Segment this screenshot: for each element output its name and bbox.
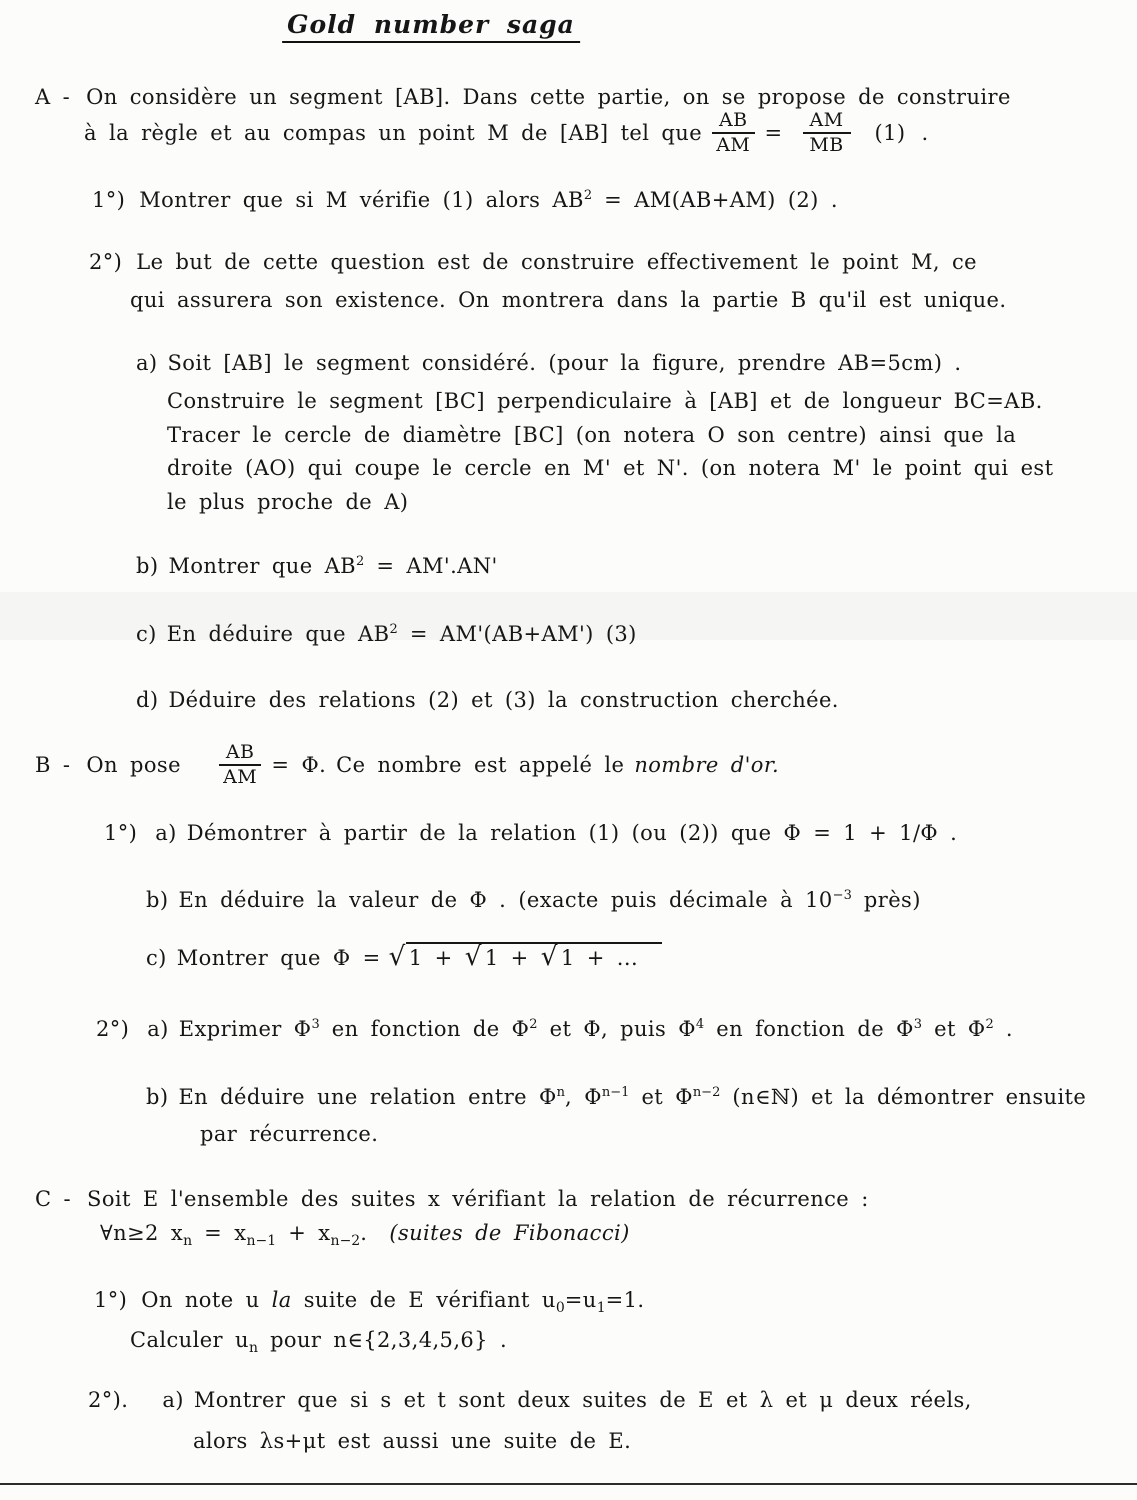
nested-radical xyxy=(388,942,662,972)
partC-q2-text2: alors λs+μt est aussi une suite de E. xyxy=(193,1429,632,1453)
partA-item-a-text4: droite (AO) qui coupe le cercle en M' et N'. (on notera M' le point qui est xyxy=(167,456,1054,480)
partB-q1-label: 1°) xyxy=(104,821,138,845)
page-title: Gold number saga xyxy=(282,10,580,43)
partA-item-b-text: Montrer que AB xyxy=(168,554,356,578)
partA-item-a-line2 xyxy=(167,388,1043,414)
partB-q1b-label: b) xyxy=(146,888,169,912)
exponent: 3 xyxy=(913,1017,923,1032)
page-bottom-scan-line xyxy=(0,1483,1137,1485)
subscript: n xyxy=(248,1339,259,1356)
exponent: 2 xyxy=(529,1017,538,1032)
partA-q2-label: 2°) xyxy=(89,250,123,274)
fraction-ab-am xyxy=(712,110,754,156)
partA-item-a-label: a) xyxy=(136,351,158,375)
t: ∀n≥2 x xyxy=(100,1221,184,1245)
partB-q2b-line2 xyxy=(200,1121,378,1147)
exponent: −3 xyxy=(832,888,852,903)
partA-item-c xyxy=(136,617,637,647)
t: = x xyxy=(192,1221,247,1245)
partC-label: C - xyxy=(35,1187,72,1211)
partC-recurrence xyxy=(100,1220,630,1254)
partB-q2-label: 2°) xyxy=(96,1017,130,1041)
t: Calculer u xyxy=(130,1328,249,1352)
partA-item-c-text2: = AM'(AB+AM') (3) xyxy=(397,622,637,646)
exponent: n xyxy=(556,1085,566,1100)
partA-q1-text: Montrer que si M vérifie (1) alors AB xyxy=(139,188,584,212)
partA-q2-line2 xyxy=(130,287,1006,313)
radical-sign: √ xyxy=(388,942,406,972)
partC-q2-label: 2°). xyxy=(88,1388,129,1412)
radical-term-3: 1 + ... xyxy=(560,946,639,970)
partB-q2b-line1 xyxy=(146,1080,1086,1110)
t: en fonction de Φ xyxy=(319,1017,530,1041)
partA-item-d xyxy=(136,687,839,713)
partB-q2a-label: a) xyxy=(147,1017,169,1041)
t: On note u xyxy=(141,1288,272,1312)
partC-intro-line1 xyxy=(35,1186,869,1212)
fraction-numerator: AM xyxy=(803,110,851,134)
partB-q1c xyxy=(146,944,662,971)
t: par récurrence. xyxy=(200,1122,379,1146)
fraction-ab-am xyxy=(219,742,261,788)
partA-q2-text2: qui assurera son existence. On montrera dans la partie B qu'il est unique. xyxy=(130,288,1007,312)
t: suite de E vérifiant u xyxy=(291,1288,556,1312)
title-line xyxy=(287,10,655,39)
partA-item-a-line3 xyxy=(167,422,1016,448)
partB-intro xyxy=(35,736,779,794)
radical-sign: √ xyxy=(540,942,558,972)
t: Exprimer Φ xyxy=(178,1017,312,1041)
partC-q2-line2 xyxy=(193,1428,631,1454)
t: et Φ xyxy=(922,1017,986,1041)
equals-sign: = xyxy=(764,121,783,145)
partB-q1a-text: Démontrer à partir de la relation (1) (ou (2)) que Φ = 1 + 1/Φ . xyxy=(186,821,958,845)
t: (n∈ℕ) et la démontrer ensuite xyxy=(720,1085,1087,1109)
partC-q1-label: 1°) xyxy=(94,1288,128,1312)
exponent: 4 xyxy=(695,1017,705,1032)
fraction-numerator: AB xyxy=(219,742,261,766)
partB-q1c-text: Montrer que Φ = xyxy=(176,946,381,970)
partB-q2b-label: b) xyxy=(146,1085,169,1109)
emphasis-la: la xyxy=(271,1288,292,1312)
partA-item-a-line1 xyxy=(136,350,961,376)
partA-q2-text1: Le but de cette question est de construire effectivement le point M, ce xyxy=(136,250,978,274)
equation-ref-1: (1) xyxy=(874,121,906,145)
t: En déduire une relation entre Φ xyxy=(178,1085,557,1109)
subscript: n−2 xyxy=(330,1232,361,1249)
fraction-denominator: AM xyxy=(223,766,258,788)
exponent: 2 xyxy=(985,1017,994,1032)
partB-intro-pre: On pose xyxy=(86,753,181,777)
partB-intro-mid: Ce nombre est appelé le xyxy=(336,753,625,777)
partA-item-b-text2: = AM'.AN' xyxy=(364,554,498,578)
partA-item-b-label: b) xyxy=(136,554,159,578)
partA-item-d-text: Déduire des relations (2) et (3) la construction cherchée. xyxy=(168,688,839,712)
t: . xyxy=(360,1221,368,1245)
partA-item-a-text2: Construire le segment [BC] perpendiculaire à [AB] et de longueur BC=AB. xyxy=(167,389,1043,413)
partC-q2-line1 xyxy=(88,1387,972,1413)
subscript: 1 xyxy=(596,1299,606,1316)
t: . xyxy=(993,1017,1013,1041)
partC-q1-line1 xyxy=(94,1287,644,1321)
partA-item-a-line5 xyxy=(167,489,408,515)
partA-intro-text2: à la règle et au compas un point M de [AB] tel que xyxy=(84,121,703,145)
partA-item-a-text3: Tracer le cercle de diamètre [BC] (on notera O son centre) ainsi que la xyxy=(167,423,1017,447)
partA-q1-text2: = AM(AB+AM) (2) . xyxy=(592,188,838,212)
partA-intro-line2 xyxy=(84,104,929,162)
exponent: n−1 xyxy=(601,1085,630,1100)
partB-q1b-text: En déduire la valeur de Φ . (exacte puis décimale à 10 xyxy=(178,888,833,912)
partC-intro-text: Soit E l'ensemble des suites x vérifiant la relation de récurrence : xyxy=(87,1187,869,1211)
partA-q1 xyxy=(92,183,838,213)
t: en fonction de Φ xyxy=(704,1017,914,1041)
exponent: 2 xyxy=(389,622,398,637)
fraction-denominator: AM xyxy=(716,134,751,156)
exponent: 2 xyxy=(583,188,593,203)
t: + x xyxy=(276,1221,331,1245)
t: , Φ xyxy=(565,1085,602,1109)
partB-q1a-label: a) xyxy=(155,821,177,845)
partA-item-a-line4 xyxy=(167,455,1053,481)
partB-q1c-label: c) xyxy=(146,946,167,970)
radical-term-2: 1 + xyxy=(484,946,529,970)
partC-q2a-label: a) xyxy=(162,1388,184,1412)
fraction-numerator: AB xyxy=(712,110,754,134)
period: . xyxy=(921,121,929,145)
partB-q1b-text2: près) xyxy=(851,888,921,912)
partA-q1-label: 1°) xyxy=(92,188,126,212)
golden-number-term: nombre d'or. xyxy=(634,753,780,777)
subscript: 0 xyxy=(555,1299,565,1316)
exponent: n−2 xyxy=(692,1085,721,1100)
partA-q2-line1 xyxy=(89,249,977,275)
fibonacci-note: (suites de Fibonacci) xyxy=(389,1221,630,1245)
radical-term-1: 1 + xyxy=(408,946,453,970)
partB-q1a xyxy=(104,820,957,846)
partB-label: B - xyxy=(35,753,71,777)
partA-item-c-text: En déduire que AB xyxy=(166,622,390,646)
equals-phi: = Φ. xyxy=(271,753,327,777)
t: =u xyxy=(564,1288,597,1312)
fraction-denominator: MB xyxy=(809,134,844,156)
partA-label: A - xyxy=(35,85,71,109)
partA-intro-text1: On considère un segment [AB]. Dans cette partie, on se propose de construire xyxy=(86,85,1011,109)
fraction-am-mb xyxy=(803,110,851,156)
radical-sign: √ xyxy=(464,942,482,972)
partA-item-c-label: c) xyxy=(136,622,157,646)
partA-item-b xyxy=(136,549,498,579)
partC-q2-text1: Montrer que si s et t sont deux suites de E et λ et μ deux réels, xyxy=(193,1388,972,1412)
subscript: n−1 xyxy=(246,1232,277,1249)
partA-item-d-label: d) xyxy=(136,688,159,712)
exponent: 2 xyxy=(356,554,365,569)
t: et Φ, puis Φ xyxy=(537,1017,696,1041)
t: =1. xyxy=(605,1288,645,1312)
partA-item-a-text1: Soit [AB] le segment considéré. (pour la figure, prendre AB=5cm) . xyxy=(167,351,962,375)
exponent: 3 xyxy=(311,1017,320,1032)
subscript: n xyxy=(183,1232,193,1249)
partB-q1b xyxy=(146,883,921,913)
partA-item-a-text5: le plus proche de A) xyxy=(167,490,409,514)
t: pour n∈{2,3,4,5,6} . xyxy=(258,1328,508,1352)
t: et Φ xyxy=(629,1085,693,1109)
partB-q2a xyxy=(96,1012,1013,1042)
partC-q1-line2 xyxy=(130,1327,507,1361)
